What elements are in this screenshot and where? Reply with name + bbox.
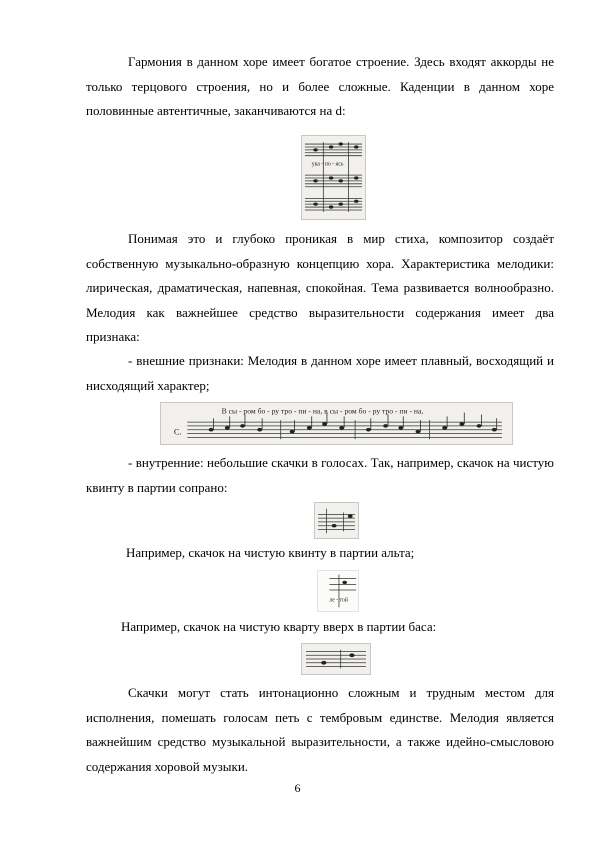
score-excerpt-bass (301, 643, 371, 675)
paragraph-conclusion: Скачки могут стать интонационно сложным и трудным местом для исполнения, помешать голосам петь с тембровым единстве. Мелодия является важнейшим средство музыкальной выразительности, а также идейно-смысловою содержания хоровой музыки. (86, 685, 554, 774)
cadence-lyric: ука - по - ясь (311, 161, 344, 168)
bullet-external: - внешние признаки: Мелодия в данном хоре имеет плавный, восходящий и нисходящий характер; (86, 353, 554, 393)
page-number: 6 (294, 781, 301, 795)
soprano-leap-image (315, 503, 358, 538)
bullet-internal: - внутренние: небольшие скачки в голосах. Так, например, скачок на чистую квинту в партии сопрано: (86, 455, 554, 495)
score-excerpt-cadence (301, 135, 366, 220)
score-excerpt-alto (317, 570, 359, 612)
alto-leap-image (318, 571, 358, 611)
bass-example-caption: Например, скачок на чистую кварту вверх в партии баса: (121, 619, 437, 634)
melody-clef-label: С. (173, 426, 182, 437)
bass-leap-image (302, 644, 370, 674)
paragraph-melody: Понимая это и глубоко проникая в мир стиха, композитор создаёт собственную музыкально-образную концепцию хора. Характеристика мелодики: лирическая, драматическая, напевная, спокойная. Тема развивается волнообразно. Мелодия как важнейшее средство выразительности содержания имеет два признака: (86, 231, 554, 344)
alto-lyric: ле - той (329, 597, 348, 604)
paragraph-harmony: Гармония в данном хоре имеет богатое строение. Здесь входят аккорды не только терцового строения, но и более сложные. Каденции в данном хоре половинные автентичные, заканчиваются на d: (86, 54, 554, 118)
cadence-notation-image (302, 136, 365, 219)
melody-lyric: В сы - ром бо - ру тро - пи - на, в сы - ром бо - ру тро - пи - на, (221, 406, 424, 416)
melody-notation-image (161, 403, 512, 444)
score-excerpt-soprano (314, 502, 359, 539)
score-excerpt-melody (160, 402, 513, 445)
alto-example-caption: Например, скачок на чистую квинту в партии альта; (126, 545, 415, 560)
